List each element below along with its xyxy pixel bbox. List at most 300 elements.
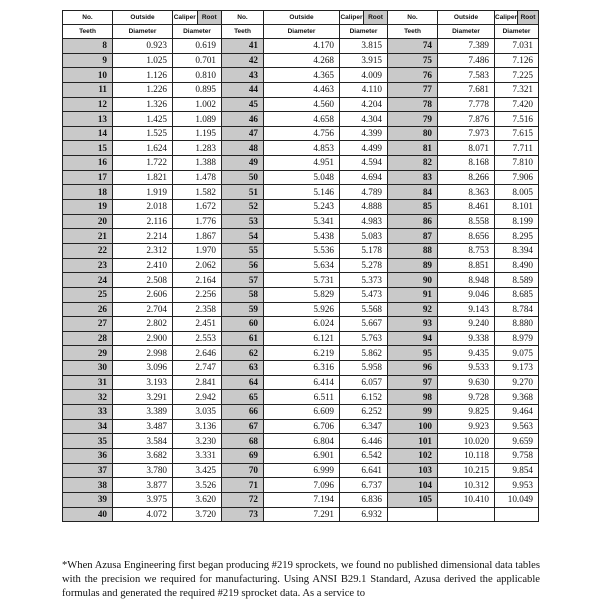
header-caliper: Caliper [495,11,518,24]
root-diameter-cell: 7.810 [495,156,539,171]
root-diameter-cell: 1.867 [173,229,222,244]
root-diameter-cell: 9.075 [495,346,539,361]
teeth-count-cell: 49 [222,156,264,171]
teeth-count-cell: 66 [222,405,264,420]
header-caliper: Caliper [340,11,364,24]
teeth-count-cell: 98 [388,390,438,405]
teeth-count-cell: 103 [388,463,438,478]
outside-diameter-cell: 1.722 [113,156,173,171]
teeth-count-cell: 68 [222,434,264,449]
root-diameter-cell: 8.295 [495,229,539,244]
teeth-count-cell: 55 [222,243,264,258]
root-diameter-cell: 7.906 [495,170,539,185]
root-diameter-cell: 7.516 [495,112,539,127]
root-diameter-cell: 1.776 [173,214,222,229]
outside-diameter-cell: 3.780 [113,463,173,478]
root-diameter-cell: 2.256 [173,287,222,302]
header-row-1 [63,11,539,25]
outside-diameter-cell: 1.425 [113,112,173,127]
teeth-count-cell: 105 [388,492,438,507]
table-row [63,82,539,97]
teeth-count-cell: 16 [63,156,113,171]
root-diameter-cell: 5.473 [340,287,388,302]
teeth-count-cell: 48 [222,141,264,156]
teeth-count-cell: 99 [388,405,438,420]
outside-diameter-cell: 2.704 [113,302,173,317]
outside-diameter-cell: 6.609 [264,405,340,420]
root-diameter-cell: 4.694 [340,170,388,185]
outside-diameter-cell: 6.121 [264,331,340,346]
root-diameter-cell: 5.278 [340,258,388,273]
outside-diameter-cell: 7.681 [438,82,495,97]
outside-diameter-cell: 7.486 [438,53,495,68]
table-row [63,273,539,288]
outside-diameter-cell: 6.511 [264,390,340,405]
root-diameter-cell: 8.880 [495,317,539,332]
outside-diameter-cell: 4.170 [264,39,340,54]
teeth-count-cell: 92 [388,302,438,317]
root-diameter-cell: 8.589 [495,273,539,288]
root-diameter-cell: 6.347 [340,419,388,434]
outside-diameter-cell: 10.410 [438,492,495,507]
root-diameter-cell: 1.002 [173,97,222,112]
outside-diameter-cell: 2.900 [113,331,173,346]
teeth-count-cell: 97 [388,375,438,390]
root-diameter-cell: 9.464 [495,405,539,420]
outside-diameter-cell: 4.365 [264,68,340,83]
header-root: Root [198,11,222,24]
outside-diameter-cell: 7.291 [264,507,340,522]
header-root: Root [364,11,387,24]
header-outside: Outside [113,11,173,25]
outside-diameter-cell: 9.825 [438,405,495,420]
teeth-count-cell: 17 [63,170,113,185]
header-teeth: Teeth [388,25,438,39]
teeth-count-cell: 75 [388,53,438,68]
teeth-count-cell [388,507,438,522]
teeth-count-cell: 45 [222,97,264,112]
root-diameter-cell: 3.815 [340,39,388,54]
table-body [63,39,539,522]
outside-diameter-cell: 2.312 [113,243,173,258]
teeth-count-cell: 9 [63,53,113,68]
teeth-count-cell: 39 [63,492,113,507]
root-diameter-cell: 5.958 [340,361,388,376]
root-diameter-cell: 2.841 [173,375,222,390]
outside-diameter-cell: 3.584 [113,434,173,449]
header-diameter: Diameter [340,25,388,39]
teeth-count-cell: 31 [63,375,113,390]
outside-diameter-cell: 8.168 [438,156,495,171]
teeth-count-cell: 81 [388,141,438,156]
root-diameter-cell: 9.659 [495,434,539,449]
root-diameter-cell: 4.499 [340,141,388,156]
header-diameter: Diameter [495,25,539,39]
root-diameter-cell: 6.932 [340,507,388,522]
teeth-count-cell: 67 [222,419,264,434]
teeth-count-cell: 53 [222,214,264,229]
table-row [63,68,539,83]
root-diameter-cell: 4.594 [340,156,388,171]
header-diameter: Diameter [264,25,340,39]
outside-diameter-cell: 2.018 [113,200,173,215]
root-diameter-cell: 6.737 [340,478,388,493]
root-diameter-cell: 1.195 [173,126,222,141]
root-diameter-cell: 1.089 [173,112,222,127]
outside-diameter-cell: 9.338 [438,331,495,346]
root-diameter-cell: 2.747 [173,361,222,376]
root-diameter-cell: 8.199 [495,214,539,229]
root-diameter-cell: 6.152 [340,390,388,405]
root-diameter-cell: 3.230 [173,434,222,449]
root-diameter-cell: 7.420 [495,97,539,112]
root-diameter-cell: 8.490 [495,258,539,273]
teeth-count-cell: 86 [388,214,438,229]
outside-diameter-cell: 3.487 [113,419,173,434]
outside-diameter-cell: 4.756 [264,126,340,141]
teeth-count-cell: 10 [63,68,113,83]
table-row [63,258,539,273]
outside-diameter-cell: 1.025 [113,53,173,68]
outside-diameter-cell: 6.024 [264,317,340,332]
outside-diameter-cell: 9.728 [438,390,495,405]
table-row [63,331,539,346]
outside-diameter-cell: 8.851 [438,258,495,273]
table-row [63,39,539,54]
outside-diameter-cell: 7.389 [438,39,495,54]
root-diameter-cell: 9.173 [495,361,539,376]
teeth-count-cell: 79 [388,112,438,127]
outside-diameter-cell: 1.525 [113,126,173,141]
teeth-count-cell: 90 [388,273,438,288]
teeth-count-cell: 65 [222,390,264,405]
outside-diameter-cell: 7.778 [438,97,495,112]
outside-diameter-cell: 9.630 [438,375,495,390]
teeth-count-cell: 52 [222,200,264,215]
table-row [63,302,539,317]
outside-diameter-cell: 6.999 [264,463,340,478]
outside-diameter-cell: 6.219 [264,346,340,361]
outside-diameter-cell: 9.533 [438,361,495,376]
table-row [63,448,539,463]
root-diameter-cell: 3.035 [173,405,222,420]
root-diameter-cell: 0.619 [173,39,222,54]
outside-diameter-cell [438,507,495,522]
teeth-count-cell: 72 [222,492,264,507]
root-diameter-cell: 8.979 [495,331,539,346]
teeth-count-cell: 44 [222,82,264,97]
header-diameter: Diameter [438,25,495,39]
table-row [63,229,539,244]
teeth-count-cell: 64 [222,375,264,390]
outside-diameter-cell: 6.804 [264,434,340,449]
teeth-count-cell: 28 [63,331,113,346]
root-diameter-cell: 1.672 [173,200,222,215]
teeth-count-cell: 88 [388,243,438,258]
teeth-count-cell: 78 [388,97,438,112]
root-diameter-cell: 4.399 [340,126,388,141]
outside-diameter-cell: 10.118 [438,448,495,463]
outside-diameter-cell: 5.146 [264,185,340,200]
outside-diameter-cell: 6.316 [264,361,340,376]
header-diameter: Diameter [173,25,222,39]
teeth-count-cell: 32 [63,390,113,405]
outside-diameter-cell: 7.876 [438,112,495,127]
teeth-count-cell: 62 [222,346,264,361]
outside-diameter-cell: 5.926 [264,302,340,317]
root-diameter-cell: 6.252 [340,405,388,420]
root-diameter-cell: 6.836 [340,492,388,507]
root-diameter-cell: 3.915 [340,53,388,68]
outside-diameter-cell: 1.326 [113,97,173,112]
teeth-count-cell: 69 [222,448,264,463]
teeth-count-cell: 50 [222,170,264,185]
header-root: Root [518,11,538,24]
teeth-count-cell: 102 [388,448,438,463]
teeth-count-cell: 51 [222,185,264,200]
outside-diameter-cell: 9.143 [438,302,495,317]
outside-diameter-cell: 9.046 [438,287,495,302]
root-diameter-cell: 4.204 [340,97,388,112]
root-diameter-cell: 7.615 [495,126,539,141]
teeth-count-cell: 54 [222,229,264,244]
outside-diameter-cell: 2.214 [113,229,173,244]
header-no: No. [222,11,264,25]
teeth-count-cell: 77 [388,82,438,97]
root-diameter-cell: 2.942 [173,390,222,405]
root-diameter-cell: 1.582 [173,185,222,200]
root-diameter-cell: 4.304 [340,112,388,127]
teeth-count-cell: 23 [63,258,113,273]
teeth-count-cell: 104 [388,478,438,493]
root-diameter-cell: 2.062 [173,258,222,273]
teeth-count-cell: 14 [63,126,113,141]
teeth-count-cell: 60 [222,317,264,332]
root-diameter-cell: 10.049 [495,492,539,507]
outside-diameter-cell: 4.658 [264,112,340,127]
outside-diameter-cell: 8.363 [438,185,495,200]
table-row [63,390,539,405]
root-diameter-cell: 7.711 [495,141,539,156]
teeth-count-cell: 37 [63,463,113,478]
root-diameter-cell: 1.478 [173,170,222,185]
outside-diameter-cell: 4.951 [264,156,340,171]
root-diameter-cell: 2.358 [173,302,222,317]
outside-diameter-cell: 2.116 [113,214,173,229]
outside-diameter-cell: 10.312 [438,478,495,493]
teeth-count-cell: 41 [222,39,264,54]
root-diameter-cell: 7.126 [495,53,539,68]
outside-diameter-cell: 7.583 [438,68,495,83]
outside-diameter-cell: 7.096 [264,478,340,493]
table-row [63,170,539,185]
outside-diameter-cell: 10.020 [438,434,495,449]
outside-diameter-cell: 5.438 [264,229,340,244]
teeth-count-cell: 73 [222,507,264,522]
root-diameter-cell: 5.083 [340,229,388,244]
root-diameter-cell: 0.810 [173,68,222,83]
root-diameter-cell: 2.451 [173,317,222,332]
teeth-count-cell: 21 [63,229,113,244]
teeth-count-cell: 80 [388,126,438,141]
table-row [63,156,539,171]
teeth-count-cell: 30 [63,361,113,376]
outside-diameter-cell: 2.410 [113,258,173,273]
root-diameter-cell: 0.895 [173,82,222,97]
teeth-count-cell: 42 [222,53,264,68]
teeth-count-cell: 24 [63,273,113,288]
outside-diameter-cell: 2.998 [113,346,173,361]
outside-diameter-cell: 4.072 [113,507,173,522]
header-outside: Outside [264,11,340,25]
outside-diameter-cell: 6.706 [264,419,340,434]
root-diameter-cell [495,507,539,522]
root-diameter-cell: 2.646 [173,346,222,361]
outside-diameter-cell: 1.624 [113,141,173,156]
root-diameter-cell: 7.321 [495,82,539,97]
root-diameter-cell: 9.953 [495,478,539,493]
root-diameter-cell: 4.009 [340,68,388,83]
table-row [63,507,539,522]
header-diameter: Diameter [113,25,173,39]
root-diameter-cell: 8.685 [495,287,539,302]
root-diameter-cell: 9.563 [495,419,539,434]
outside-diameter-cell: 4.463 [264,82,340,97]
table-row [63,141,539,156]
root-diameter-cell: 4.789 [340,185,388,200]
outside-diameter-cell: 4.268 [264,53,340,68]
teeth-count-cell: 74 [388,39,438,54]
teeth-count-cell: 89 [388,258,438,273]
outside-diameter-cell: 1.821 [113,170,173,185]
root-diameter-cell: 3.136 [173,419,222,434]
teeth-count-cell: 43 [222,68,264,83]
table-row [63,53,539,68]
root-diameter-cell: 8.784 [495,302,539,317]
table-row [63,361,539,376]
outside-diameter-cell: 5.341 [264,214,340,229]
table-row [63,287,539,302]
table-row [63,112,539,127]
outside-diameter-cell: 5.048 [264,170,340,185]
root-diameter-cell: 4.983 [340,214,388,229]
outside-diameter-cell: 5.731 [264,273,340,288]
outside-diameter-cell: 4.560 [264,97,340,112]
outside-diameter-cell: 8.753 [438,243,495,258]
header-teeth: Teeth [222,25,264,39]
outside-diameter-cell: 3.389 [113,405,173,420]
root-diameter-cell: 2.164 [173,273,222,288]
teeth-count-cell: 33 [63,405,113,420]
header-no: No. [388,11,438,25]
teeth-count-cell: 20 [63,214,113,229]
table-row [63,97,539,112]
root-diameter-cell: 6.542 [340,448,388,463]
teeth-count-cell: 18 [63,185,113,200]
table-row [63,478,539,493]
table-row [63,346,539,361]
header-caliper-root [495,11,539,25]
root-diameter-cell: 5.568 [340,302,388,317]
outside-diameter-cell: 3.682 [113,448,173,463]
outside-diameter-cell: 1.226 [113,82,173,97]
header-caliper: Caliper [173,11,198,24]
outside-diameter-cell: 9.923 [438,419,495,434]
teeth-count-cell: 101 [388,434,438,449]
outside-diameter-cell: 8.948 [438,273,495,288]
table-row [63,126,539,141]
teeth-count-cell: 8 [63,39,113,54]
teeth-count-cell: 87 [388,229,438,244]
outside-diameter-cell: 1.126 [113,68,173,83]
table-row [63,419,539,434]
table-row [63,405,539,420]
root-diameter-cell: 3.526 [173,478,222,493]
table-row [63,214,539,229]
teeth-count-cell: 19 [63,200,113,215]
teeth-count-cell: 76 [388,68,438,83]
teeth-count-cell: 35 [63,434,113,449]
teeth-count-cell: 26 [63,302,113,317]
table-row [63,317,539,332]
outside-diameter-cell: 6.414 [264,375,340,390]
table-row [63,434,539,449]
outside-diameter-cell: 5.634 [264,258,340,273]
outside-diameter-cell: 5.243 [264,200,340,215]
teeth-count-cell: 100 [388,419,438,434]
root-diameter-cell: 1.970 [173,243,222,258]
teeth-count-cell: 82 [388,156,438,171]
teeth-count-cell: 29 [63,346,113,361]
root-diameter-cell: 6.057 [340,375,388,390]
outside-diameter-cell: 0.923 [113,39,173,54]
outside-diameter-cell: 3.291 [113,390,173,405]
root-diameter-cell: 5.178 [340,243,388,258]
teeth-count-cell: 34 [63,419,113,434]
outside-diameter-cell: 8.266 [438,170,495,185]
teeth-count-cell: 56 [222,258,264,273]
outside-diameter-cell: 7.973 [438,126,495,141]
outside-diameter-cell: 3.193 [113,375,173,390]
teeth-count-cell: 27 [63,317,113,332]
table-row [63,463,539,478]
teeth-count-cell: 25 [63,287,113,302]
teeth-count-cell: 85 [388,200,438,215]
outside-diameter-cell: 8.656 [438,229,495,244]
root-diameter-cell: 6.641 [340,463,388,478]
teeth-count-cell: 22 [63,243,113,258]
outside-diameter-cell: 1.919 [113,185,173,200]
header-caliper-root [173,11,222,25]
root-diameter-cell: 9.758 [495,448,539,463]
outside-diameter-cell: 5.536 [264,243,340,258]
header-teeth: Teeth [63,25,113,39]
outside-diameter-cell: 4.853 [264,141,340,156]
teeth-count-cell: 59 [222,302,264,317]
root-diameter-cell: 3.620 [173,492,222,507]
teeth-count-cell: 93 [388,317,438,332]
table-row [63,492,539,507]
outside-diameter-cell: 2.508 [113,273,173,288]
teeth-count-cell: 70 [222,463,264,478]
teeth-count-cell: 63 [222,361,264,376]
outside-diameter-cell: 8.071 [438,141,495,156]
table-row [63,243,539,258]
root-diameter-cell: 8.101 [495,200,539,215]
root-diameter-cell: 8.394 [495,243,539,258]
teeth-count-cell: 57 [222,273,264,288]
root-diameter-cell: 5.862 [340,346,388,361]
